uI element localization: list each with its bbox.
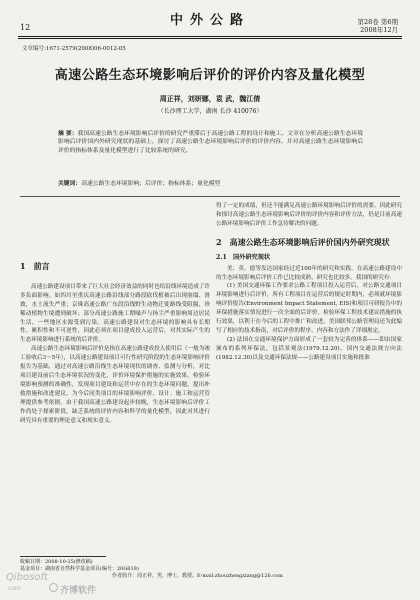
section-heading-intro: 1 前言: [20, 261, 50, 271]
abstract-label: 摘 要：: [58, 131, 78, 137]
page-number: 12: [20, 23, 31, 32]
journal-title: 中外公路: [169, 13, 250, 28]
subsection-heading: 2.1 国外研究现状: [216, 253, 271, 261]
paragraph: 美、英、德等发达国家经过近100年的研究和实践，在高速公路建设中的生态环境影响后评价工作已比较成熟，研究也比较多。我国的研究有：: [216, 265, 402, 281]
affiliation: （长沙理工大学，湖南 长沙 410076）: [157, 108, 263, 115]
paragraph: 高速公路生态环境影响后评价是指在高速公路建成投入使用后（一般为竣工验收后3～5年），以高速公路建设项目可行性研究阶段的生态环境影响评价报告为基础，通过对高速公路沿线生态环境现状的调查、监测与分析，对比项目建设前后生态环境状况的变化，评价环境保护措施的实施效果，检验环境影响预测的准确性，发现项目建设和运营中存在的生态环境问题，提出补救措施和改进建议，为今后同类项目的环境影响评价、设计、施工和运营管理提供参考依据。由于我国高速公路建设起步较晚，生态环境影响后评价工作尚处于探索阶段，缺乏系统的评价内容和科学的量化模型，因此对其进行研究具有重要的理论意义和现实意义。: [20, 346, 211, 424]
abstract-separator: [20, 196, 400, 197]
issue-info: [358, 18, 398, 34]
list-item: (2) 法国在交通环境保护方面形成了一套较为完善的体系——即由国家颁布的系列环保法，包括景观法(1979.12.20)、国内交通法规方向法(1982.12.30)以及交通环保法规——公路建设项目实施和批准: [216, 336, 402, 361]
issue-date: 2008年12月: [360, 26, 398, 34]
abstract-text: 我国高速公路生态环境影响后评价的研究严重滞后于高速公路工程的设计和施工。文章在分析高速公路生态环境影响后评价国内外研究现状的基础上，探讨了高速公路生态环境影响后评价的评价内容，并对高速公路生态环境影响后评价的指标体系及量化模型进行了比较系统的研究。: [58, 131, 363, 154]
watermark-domain: .com: [6, 585, 21, 592]
paragraph: 得了一定的成绩，但还不能满足高速公路环境影响后评价的需要。因此研究和探讨高速公路生态环境影响后评价的评价内容和评价方法，仍是目前高速公路环境影响后评价工作急待解决的问题。: [216, 203, 402, 227]
header-rule-thin: [18, 38, 402, 39]
document-id: 文章编号:1671-2579(2008)06-0012-05: [22, 46, 126, 52]
footnote-received: 收稿日期：2008-10-25(修改稿): [20, 559, 93, 565]
keywords: [58, 180, 363, 188]
footnote-author: 作者简介：周正祥，男，博士，教授。E-mail:zhouzhengxiang@126.com: [112, 573, 283, 579]
watermark-logo: Qibosoft: [6, 572, 48, 583]
keywords-label: 关键词：: [58, 181, 82, 187]
keywords-text: 高速公路生态环境影响；后评价；指标体系；量化模型: [81, 181, 221, 187]
paragraph: 高速公路建设项目带来了巨大社会经济效益的同时也给沿线环境造成了许多负面影响。如四川至重庆高速公路沿线部分路段砍伐植被后出现崩塌、滑坡，水土流失严重；京珠高速公路广东段沿线野生动物迁徙路线受阻隔，珍稀动植物生境遭到破坏；部分高速公路施工期噪声与扬尘严重影响周边居民生活，一些地区水源受到污染。高速公路建设对生态环境的影响具有长期性、累积性和不可逆性，因此必须在项目建成投入运营后，对其实际产生的生态环境影响进行系统的后评价。: [20, 283, 211, 344]
left-column: [20, 262, 210, 425]
list-item: (1) 美国交通环保工作要求公路工程项目投入运营后，对公路交通项目环境影响进行后评价，所有工程项目在运营后的规定时期内，必须就环境影响评价报告(Environment Impact Statement, EIS)和项目可研报告中的环保措施落实情况进行一次全面的后评价，检验环保工程技术建议措施的执行效果，以利于在今后的工程中推广和改进。美国联邦公路管理局还为此编写了相应的技术指南，对后评价的程序、内容和方法作了详细规定。: [216, 283, 402, 334]
authors: 周正祥，刘妍娜，袁 武，魏江倩: [159, 94, 261, 103]
watermark-brand: 齐博软件: [60, 586, 97, 596]
abstract: [58, 130, 363, 155]
article-title: 高速公路生态环境影响后评价的评价内容及量化模型: [54, 68, 366, 83]
volume-issue: 第28卷 第6期: [357, 18, 398, 26]
watermark-circle-icon: [49, 583, 58, 592]
watermark: [6, 572, 126, 596]
footnote-fund: 基金项目：湖南省自然科学基金项目(编号：20G619): [20, 566, 139, 572]
right-column: [216, 202, 402, 363]
section-heading-status: 2 高速公路生态环境影响后评价国内外研究现状: [216, 236, 390, 247]
footnote-rule: [20, 556, 106, 557]
